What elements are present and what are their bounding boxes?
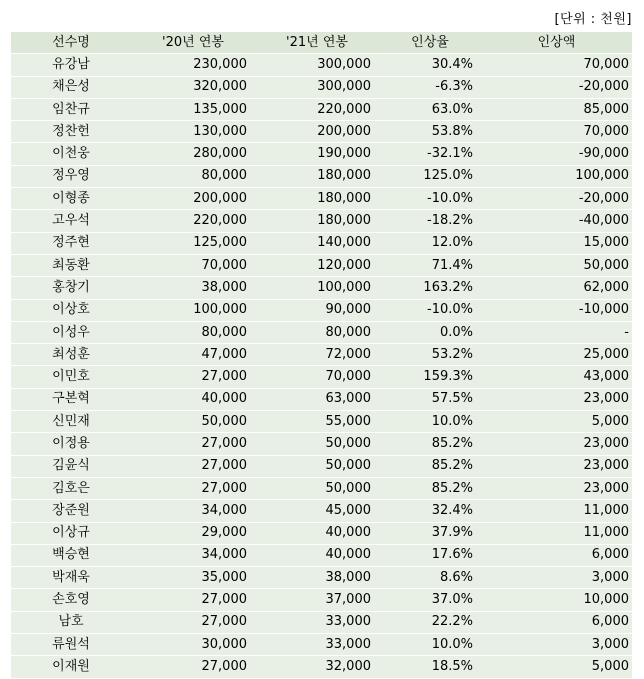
raise-amount-cell: 25,000 (481, 344, 632, 366)
salary-2020-cell: 34,000 (131, 500, 255, 522)
player-name-cell: 이천웅 (11, 143, 131, 165)
table-row (11, 477, 632, 499)
raise-rate-cell: 10.0% (379, 634, 481, 656)
salary-2021-cell: 300,000 (255, 54, 379, 76)
unit-label: [단위 : 천원] (554, 12, 632, 27)
table-row (11, 188, 632, 210)
player-name-cell: 유강남 (11, 54, 131, 76)
salary-2021-cell: 40,000 (255, 544, 379, 566)
table-row (11, 321, 632, 343)
table-row (11, 634, 632, 656)
raise-amount-cell: 100,000 (481, 165, 632, 187)
salary-2020-cell: 30,000 (131, 634, 255, 656)
salary-2021-cell: 140,000 (255, 232, 379, 254)
salary-2021-cell: 33,000 (255, 611, 379, 633)
salary-2020-cell: 130,000 (131, 121, 255, 143)
salary-2021-cell: 90,000 (255, 299, 379, 321)
raise-rate-cell: -6.3% (379, 76, 481, 98)
table-row (11, 121, 632, 143)
salary-2020-cell: 27,000 (131, 455, 255, 477)
raise-amount-cell: 23,000 (481, 433, 632, 455)
player-name-cell: 박재욱 (11, 567, 131, 589)
salary-2020-cell: 38,000 (131, 277, 255, 299)
header-raise-rate: 인상율 (379, 32, 481, 54)
raise-amount-cell: 15,000 (481, 232, 632, 254)
raise-amount-cell: 70,000 (481, 121, 632, 143)
salary-2020-cell: 40,000 (131, 388, 255, 410)
raise-rate-cell: -10.0% (379, 299, 481, 321)
raise-rate-cell: -32.1% (379, 143, 481, 165)
raise-amount-cell: 5,000 (481, 656, 632, 678)
raise-amount-cell: -40,000 (481, 210, 632, 232)
salary-2020-cell: 27,000 (131, 477, 255, 499)
raise-amount-cell: -90,000 (481, 143, 632, 165)
salary-2021-cell: 180,000 (255, 188, 379, 210)
player-name-cell: 신민재 (11, 411, 131, 433)
salary-2021-cell: 37,000 (255, 589, 379, 611)
salary-2020-cell: 29,000 (131, 522, 255, 544)
table-row (11, 254, 632, 276)
raise-rate-cell: 22.2% (379, 611, 481, 633)
table-row (11, 433, 632, 455)
raise-rate-cell: 37.0% (379, 589, 481, 611)
player-name-cell: 류원석 (11, 634, 131, 656)
salary-2021-cell: 180,000 (255, 210, 379, 232)
table-row (11, 232, 632, 254)
player-name-cell: 이재원 (11, 656, 131, 678)
raise-amount-cell: 85,000 (481, 98, 632, 120)
raise-rate-cell: 10.0% (379, 411, 481, 433)
salary-2021-cell: 100,000 (255, 277, 379, 299)
player-name-cell: 손호영 (11, 589, 131, 611)
raise-rate-cell: 125.0% (379, 165, 481, 187)
salary-2020-cell: 35,000 (131, 567, 255, 589)
table-row (11, 165, 632, 187)
salary-2020-cell: 125,000 (131, 232, 255, 254)
salary-2021-cell: 120,000 (255, 254, 379, 276)
salary-2021-cell: 45,000 (255, 500, 379, 522)
table-row (11, 98, 632, 120)
table-row (11, 366, 632, 388)
salary-2020-cell: 27,000 (131, 656, 255, 678)
salary-2020-cell: 200,000 (131, 188, 255, 210)
raise-amount-cell: - (481, 321, 632, 343)
salary-2021-cell: 80,000 (255, 321, 379, 343)
table-header-row (11, 32, 632, 54)
table-row (11, 54, 632, 76)
raise-amount-cell: 5,000 (481, 411, 632, 433)
raise-amount-cell: 10,000 (481, 589, 632, 611)
salary-2020-cell: 80,000 (131, 165, 255, 187)
player-name-cell: 고우석 (11, 210, 131, 232)
player-name-cell: 김호은 (11, 477, 131, 499)
player-name-cell: 김윤식 (11, 455, 131, 477)
player-name-cell: 구본혁 (11, 388, 131, 410)
player-name-cell: 이상호 (11, 299, 131, 321)
player-name-cell: 홍창기 (11, 277, 131, 299)
raise-amount-cell: -20,000 (481, 188, 632, 210)
player-name-cell: 이형종 (11, 188, 131, 210)
raise-rate-cell: 163.2% (379, 277, 481, 299)
salary-2021-cell: 63,000 (255, 388, 379, 410)
salary-2021-cell: 72,000 (255, 344, 379, 366)
raise-rate-cell: 0.0% (379, 321, 481, 343)
salary-2021-cell: 50,000 (255, 433, 379, 455)
raise-rate-cell: 37.9% (379, 522, 481, 544)
raise-rate-cell: 17.6% (379, 544, 481, 566)
salary-2021-cell: 32,000 (255, 656, 379, 678)
raise-amount-cell: 11,000 (481, 500, 632, 522)
raise-amount-cell: 50,000 (481, 254, 632, 276)
raise-amount-cell: 62,000 (481, 277, 632, 299)
salary-2021-cell: 180,000 (255, 165, 379, 187)
salary-2021-cell: 220,000 (255, 98, 379, 120)
raise-rate-cell: 30.4% (379, 54, 481, 76)
salary-2020-cell: 230,000 (131, 54, 255, 76)
raise-rate-cell: 85.2% (379, 477, 481, 499)
salary-2021-cell: 50,000 (255, 455, 379, 477)
table-row (11, 76, 632, 98)
raise-rate-cell: 159.3% (379, 366, 481, 388)
salary-2020-cell: 320,000 (131, 76, 255, 98)
salary-table (11, 32, 632, 679)
salary-2020-cell: 220,000 (131, 210, 255, 232)
raise-amount-cell: 23,000 (481, 477, 632, 499)
salary-2021-cell: 38,000 (255, 567, 379, 589)
raise-rate-cell: 12.0% (379, 232, 481, 254)
salary-2020-cell: 70,000 (131, 254, 255, 276)
salary-2020-cell: 50,000 (131, 411, 255, 433)
raise-rate-cell: 32.4% (379, 500, 481, 522)
table-row (11, 411, 632, 433)
raise-rate-cell: 53.2% (379, 344, 481, 366)
raise-amount-cell: 23,000 (481, 388, 632, 410)
raise-rate-cell: 8.6% (379, 567, 481, 589)
raise-rate-cell: 85.2% (379, 455, 481, 477)
salary-2020-cell: 27,000 (131, 589, 255, 611)
table-row (11, 567, 632, 589)
raise-rate-cell: 71.4% (379, 254, 481, 276)
salary-2020-cell: 34,000 (131, 544, 255, 566)
raise-amount-cell: 3,000 (481, 567, 632, 589)
table-row (11, 455, 632, 477)
salary-2021-cell: 55,000 (255, 411, 379, 433)
table-row (11, 210, 632, 232)
table-row (11, 388, 632, 410)
header-salary-2021: '21년 연봉 (255, 32, 379, 54)
salary-2020-cell: 100,000 (131, 299, 255, 321)
salary-2021-cell: 33,000 (255, 634, 379, 656)
player-name-cell: 장준원 (11, 500, 131, 522)
table-row (11, 522, 632, 544)
raise-amount-cell: 6,000 (481, 611, 632, 633)
player-name-cell: 이민호 (11, 366, 131, 388)
raise-rate-cell: 18.5% (379, 656, 481, 678)
raise-amount-cell: -20,000 (481, 76, 632, 98)
header-salary-2020: '20년 연봉 (131, 32, 255, 54)
raise-rate-cell: 57.5% (379, 388, 481, 410)
raise-amount-cell: 6,000 (481, 544, 632, 566)
player-name-cell: 정찬헌 (11, 121, 131, 143)
salary-2021-cell: 200,000 (255, 121, 379, 143)
salary-2021-cell: 300,000 (255, 76, 379, 98)
raise-amount-cell: 3,000 (481, 634, 632, 656)
player-name-cell: 정주현 (11, 232, 131, 254)
salary-2020-cell: 27,000 (131, 366, 255, 388)
player-name-cell: 이정용 (11, 433, 131, 455)
table-row (11, 143, 632, 165)
table-row (11, 589, 632, 611)
raise-amount-cell: 23,000 (481, 455, 632, 477)
raise-amount-cell: 43,000 (481, 366, 632, 388)
table-row (11, 299, 632, 321)
raise-rate-cell: 85.2% (379, 433, 481, 455)
table-row (11, 611, 632, 633)
raise-rate-cell: 63.0% (379, 98, 481, 120)
player-name-cell: 남호 (11, 611, 131, 633)
raise-rate-cell: -10.0% (379, 188, 481, 210)
player-name-cell: 백승현 (11, 544, 131, 566)
raise-rate-cell: 53.8% (379, 121, 481, 143)
player-name-cell: 이성우 (11, 321, 131, 343)
salary-2021-cell: 40,000 (255, 522, 379, 544)
salary-2021-cell: 190,000 (255, 143, 379, 165)
salary-2020-cell: 47,000 (131, 344, 255, 366)
table-row (11, 500, 632, 522)
salary-2020-cell: 280,000 (131, 143, 255, 165)
header-player-name: 선수명 (11, 32, 131, 54)
salary-2021-cell: 70,000 (255, 366, 379, 388)
player-name-cell: 최동환 (11, 254, 131, 276)
player-name-cell: 최성훈 (11, 344, 131, 366)
header-raise-amount: 인상액 (481, 32, 632, 54)
salary-2021-cell: 50,000 (255, 477, 379, 499)
raise-rate-cell: -18.2% (379, 210, 481, 232)
raise-amount-cell: 70,000 (481, 54, 632, 76)
salary-2020-cell: 27,000 (131, 433, 255, 455)
raise-amount-cell: -10,000 (481, 299, 632, 321)
table-body (11, 54, 632, 678)
salary-2020-cell: 27,000 (131, 611, 255, 633)
player-name-cell: 채은성 (11, 76, 131, 98)
salary-2020-cell: 80,000 (131, 321, 255, 343)
table-row (11, 544, 632, 566)
player-name-cell: 임찬규 (11, 98, 131, 120)
salary-2020-cell: 135,000 (131, 98, 255, 120)
raise-amount-cell: 11,000 (481, 522, 632, 544)
table-row (11, 656, 632, 678)
table-row (11, 344, 632, 366)
player-name-cell: 정우영 (11, 165, 131, 187)
player-name-cell: 이상규 (11, 522, 131, 544)
table-row (11, 277, 632, 299)
